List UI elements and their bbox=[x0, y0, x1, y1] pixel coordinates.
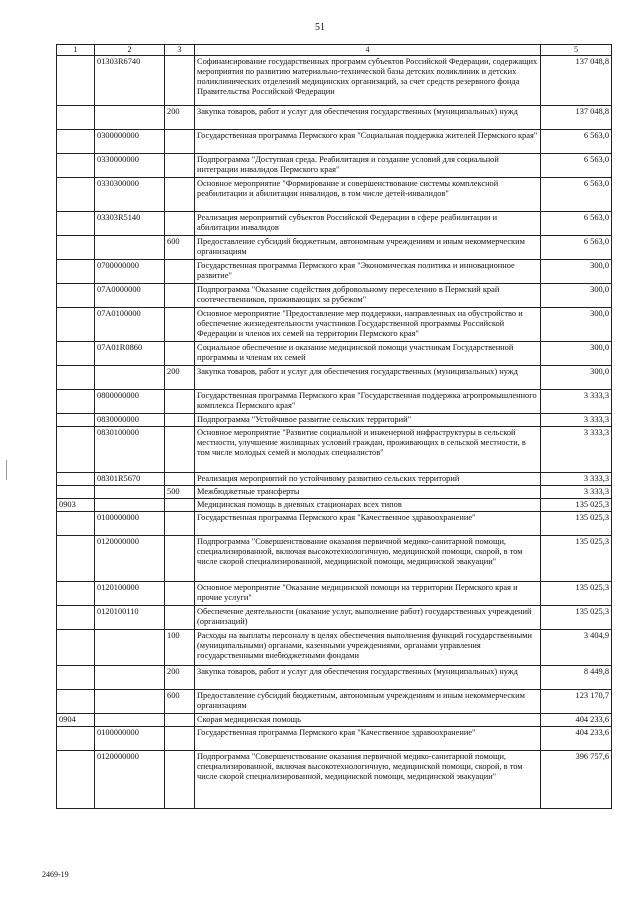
table-row bbox=[57, 713, 612, 726]
target-article-cell: 07А0100000 bbox=[95, 307, 165, 341]
description-cell: Закупка товаров, работ и услуг для обеспечения государственных (муниципальных) нужд bbox=[195, 105, 541, 129]
amount-cell: 3 333,3 bbox=[541, 389, 612, 413]
table-row bbox=[57, 485, 612, 498]
expense-type-cell: 600 bbox=[165, 689, 195, 713]
amount-cell: 135 025,3 bbox=[541, 605, 612, 629]
amount-cell: 3 333,3 bbox=[541, 485, 612, 498]
table-row bbox=[57, 426, 612, 472]
amount-cell: 6 563,0 bbox=[541, 211, 612, 235]
header-col-5: 5 bbox=[541, 45, 612, 56]
table-row bbox=[57, 581, 612, 605]
description-cell: Основное мероприятие "Предоставление мер поддержки, направленных на обустройство и обеспечение жизнедеятельности участников Государственной программы Российской Федерации и членов их семей на территории Пермского края" bbox=[195, 307, 541, 341]
header-col-3: 3 bbox=[165, 45, 195, 56]
target-article-cell: 0100000000 bbox=[95, 511, 165, 535]
target-article-cell: 03303R5140 bbox=[95, 211, 165, 235]
target-article-cell: 0100000000 bbox=[95, 726, 165, 750]
budget-table bbox=[56, 44, 612, 809]
section-code-cell bbox=[57, 105, 95, 129]
header-row bbox=[57, 45, 612, 56]
amount-cell: 3 333,3 bbox=[541, 413, 612, 426]
section-code-cell bbox=[57, 235, 95, 259]
section-code-cell bbox=[57, 153, 95, 177]
expense-type-cell: 500 bbox=[165, 485, 195, 498]
description-cell: Закупка товаров, работ и услуг для обеспечения государственных (муниципальных) нужд bbox=[195, 665, 541, 689]
description-cell: Предоставление субсидий бюджетным, автономным учреждениям и иным некоммерческим организациям bbox=[195, 689, 541, 713]
expense-type-cell bbox=[165, 177, 195, 211]
amount-cell: 396 757,6 bbox=[541, 750, 612, 808]
amount-cell: 300,0 bbox=[541, 259, 612, 283]
description-cell: Основное мероприятие "Оказание медицинской помощи на территории Пермского края и прочие услуги" bbox=[195, 581, 541, 605]
table-row bbox=[57, 177, 612, 211]
section-code-cell bbox=[57, 726, 95, 750]
table-row bbox=[57, 665, 612, 689]
section-code-cell bbox=[57, 55, 95, 105]
description-cell: Государственная программа Пермского края "Государственная поддержка агропромышленного комплекса Пермского края" bbox=[195, 389, 541, 413]
description-cell: Подпрограмма "Устойчивое развитие сельских территорий" bbox=[195, 413, 541, 426]
table-row bbox=[57, 726, 612, 750]
footer-code: 2469-19 bbox=[42, 870, 69, 879]
amount-cell: 137 048,8 bbox=[541, 105, 612, 129]
expense-type-cell bbox=[165, 581, 195, 605]
section-code-cell bbox=[57, 511, 95, 535]
table-row bbox=[57, 413, 612, 426]
target-article-cell: 0300000000 bbox=[95, 129, 165, 153]
table-row bbox=[57, 235, 612, 259]
target-article-cell: 0330300000 bbox=[95, 177, 165, 211]
section-code-cell bbox=[57, 307, 95, 341]
table-row bbox=[57, 307, 612, 341]
table-row bbox=[57, 283, 612, 307]
expense-type-cell bbox=[165, 413, 195, 426]
section-code-cell bbox=[57, 750, 95, 808]
target-article-cell bbox=[95, 105, 165, 129]
description-cell: Реализация мероприятий субъектов Российской Федерации в сфере реабилитации и абилитации инвалидов bbox=[195, 211, 541, 235]
amount-cell: 6 563,0 bbox=[541, 153, 612, 177]
amount-cell: 8 449,8 bbox=[541, 665, 612, 689]
table-row bbox=[57, 605, 612, 629]
expense-type-cell bbox=[165, 341, 195, 365]
amount-cell: 3 333,3 bbox=[541, 472, 612, 485]
amount-cell: 300,0 bbox=[541, 341, 612, 365]
description-cell: Основное мероприятие "Развитие социальной и инженерной инфраструктуры в сельской местности, улучшение жилищных условий граждан, проживающих в сельской местности, в том числе молодых семей и молодых специалистов" bbox=[195, 426, 541, 472]
description-cell: Медицинская помощь в дневных стационарах всех типов bbox=[195, 498, 541, 511]
section-code-cell bbox=[57, 365, 95, 389]
header-col-1: 1 bbox=[57, 45, 95, 56]
target-article-cell: 0800000000 bbox=[95, 389, 165, 413]
section-code-cell: 0904 bbox=[57, 713, 95, 726]
description-cell: Социальное обеспечение и оказание медицинской помощи участникам Государственной программы и членам их семей bbox=[195, 341, 541, 365]
amount-cell: 6 563,0 bbox=[541, 129, 612, 153]
margin-mark bbox=[6, 460, 7, 480]
description-cell: Обеспечение деятельности (оказание услуг, выполнение работ) государственных учреждений (организаций) bbox=[195, 605, 541, 629]
description-cell: Государственная программа Пермского края "Качественное здравоохранение" bbox=[195, 726, 541, 750]
target-article-cell: 0330000000 bbox=[95, 153, 165, 177]
expense-type-cell bbox=[165, 750, 195, 808]
description-cell: Реализация мероприятий по устойчивому развитию сельских территорий bbox=[195, 472, 541, 485]
target-article-cell bbox=[95, 235, 165, 259]
expense-type-cell bbox=[165, 498, 195, 511]
expense-type-cell bbox=[165, 726, 195, 750]
target-article-cell bbox=[95, 629, 165, 665]
section-code-cell bbox=[57, 129, 95, 153]
target-article-cell: 0120000000 bbox=[95, 535, 165, 581]
table-row bbox=[57, 498, 612, 511]
expense-type-cell bbox=[165, 211, 195, 235]
section-code-cell bbox=[57, 485, 95, 498]
amount-cell: 6 563,0 bbox=[541, 177, 612, 211]
section-code-cell: 0903 bbox=[57, 498, 95, 511]
target-article-cell bbox=[95, 498, 165, 511]
table-row bbox=[57, 55, 612, 105]
amount-cell: 137 048,8 bbox=[541, 55, 612, 105]
table-row bbox=[57, 629, 612, 665]
target-article-cell bbox=[95, 365, 165, 389]
description-cell: Подпрограмма "Доступная среда. Реабилитация и создание условий для социальной интеграции инвалидов Пермского края" bbox=[195, 153, 541, 177]
target-article-cell: 0120000000 bbox=[95, 750, 165, 808]
description-cell: Подпрограмма "Совершенствование оказания первичной медико-санитарной помощи, специализированной, включая высокотехнологичную, медицинской помощи, скорой, в том числе скорой специализированной, медицинской помощи, медицинской эвакуации" bbox=[195, 535, 541, 581]
target-article-cell: 07А0000000 bbox=[95, 283, 165, 307]
expense-type-cell bbox=[165, 283, 195, 307]
target-article-cell: 0830100000 bbox=[95, 426, 165, 472]
expense-type-cell: 200 bbox=[165, 365, 195, 389]
description-cell: Софинансирование государственных программ субъектов Российской Федерации, содержащих мероприятия по развитию материально-технической базы детских поликлиник и детских поликлинических отделений медицинских организаций, за счет средств резервного фонда Правительства Российской Федерации bbox=[195, 55, 541, 105]
expense-type-cell: 100 bbox=[165, 629, 195, 665]
description-cell: Предоставление субсидий бюджетным, автономным учреждениям и иным некоммерческим организациям bbox=[195, 235, 541, 259]
table-row bbox=[57, 389, 612, 413]
target-article-cell: 0830000000 bbox=[95, 413, 165, 426]
section-code-cell bbox=[57, 341, 95, 365]
target-article-cell: 07А01R0860 bbox=[95, 341, 165, 365]
expense-type-cell bbox=[165, 307, 195, 341]
expense-type-cell bbox=[165, 389, 195, 413]
expense-type-cell bbox=[165, 129, 195, 153]
expense-type-cell bbox=[165, 535, 195, 581]
table-row bbox=[57, 153, 612, 177]
section-code-cell bbox=[57, 211, 95, 235]
amount-cell: 404 233,6 bbox=[541, 726, 612, 750]
description-cell: Подпрограмма "Совершенствование оказания первичной медико-санитарной помощи, специализированной, включая высокотехнологичную, медицинской помощи, скорой, в том числе скорой специализированной, медицинской помощи, медицинской эвакуации" bbox=[195, 750, 541, 808]
table-row bbox=[57, 750, 612, 808]
section-code-cell bbox=[57, 413, 95, 426]
description-cell: Скорая медицинская помощь bbox=[195, 713, 541, 726]
target-article-cell bbox=[95, 713, 165, 726]
section-code-cell bbox=[57, 472, 95, 485]
expense-type-cell bbox=[165, 511, 195, 535]
page-number: 51 bbox=[315, 22, 325, 33]
expense-type-cell: 200 bbox=[165, 665, 195, 689]
expense-type-cell bbox=[165, 426, 195, 472]
section-code-cell bbox=[57, 581, 95, 605]
target-article-cell bbox=[95, 485, 165, 498]
header-col-2: 2 bbox=[95, 45, 165, 56]
amount-cell: 3 404,9 bbox=[541, 629, 612, 665]
description-cell: Основное мероприятие "Формирование и совершенствование системы комплексной реабилитации и абилитации инвалидов, в том числе детей-инвалидов" bbox=[195, 177, 541, 211]
description-cell: Государственная программа Пермского края "Социальная поддержка жителей Пермского края" bbox=[195, 129, 541, 153]
description-cell: Межбюджетные трансферты bbox=[195, 485, 541, 498]
section-code-cell bbox=[57, 535, 95, 581]
target-article-cell: 0120100110 bbox=[95, 605, 165, 629]
table-row bbox=[57, 211, 612, 235]
expense-type-cell bbox=[165, 153, 195, 177]
description-cell: Государственная программа Пермского края "Экономическая политика и инновационное развитие" bbox=[195, 259, 541, 283]
target-article-cell: 08301R5670 bbox=[95, 472, 165, 485]
table-row bbox=[57, 511, 612, 535]
amount-cell: 404 233,6 bbox=[541, 713, 612, 726]
expense-type-cell bbox=[165, 55, 195, 105]
description-cell: Закупка товаров, работ и услуг для обеспечения государственных (муниципальных) нужд bbox=[195, 365, 541, 389]
table-row bbox=[57, 689, 612, 713]
expense-type-cell bbox=[165, 259, 195, 283]
target-article-cell: 0700000000 bbox=[95, 259, 165, 283]
table-row bbox=[57, 365, 612, 389]
amount-cell: 135 025,3 bbox=[541, 511, 612, 535]
section-code-cell bbox=[57, 665, 95, 689]
section-code-cell bbox=[57, 605, 95, 629]
header-col-4: 4 bbox=[195, 45, 541, 56]
amount-cell: 6 563,0 bbox=[541, 235, 612, 259]
table-row bbox=[57, 535, 612, 581]
section-code-cell bbox=[57, 426, 95, 472]
description-cell: Расходы на выплаты персоналу в целях обеспечения выполнения функций государственными (муниципальными) органами, казенными учреждениями, органами управления государственными внебюджетными фондами bbox=[195, 629, 541, 665]
table-row bbox=[57, 259, 612, 283]
table-body bbox=[57, 55, 612, 808]
amount-cell: 300,0 bbox=[541, 283, 612, 307]
amount-cell: 135 025,3 bbox=[541, 498, 612, 511]
target-article-cell bbox=[95, 689, 165, 713]
section-code-cell bbox=[57, 283, 95, 307]
description-cell: Подпрограмма "Оказание содействия добровольному переселению в Пермский край соотечественников, проживающих за рубежом" bbox=[195, 283, 541, 307]
target-article-cell: 0120100000 bbox=[95, 581, 165, 605]
section-code-cell bbox=[57, 389, 95, 413]
section-code-cell bbox=[57, 177, 95, 211]
target-article-cell: 01303R6740 bbox=[95, 55, 165, 105]
amount-cell: 300,0 bbox=[541, 365, 612, 389]
expense-type-cell: 600 bbox=[165, 235, 195, 259]
section-code-cell bbox=[57, 629, 95, 665]
section-code-cell bbox=[57, 689, 95, 713]
table-row bbox=[57, 129, 612, 153]
amount-cell: 3 333,3 bbox=[541, 426, 612, 472]
table-row bbox=[57, 341, 612, 365]
amount-cell: 135 025,3 bbox=[541, 535, 612, 581]
description-cell: Государственная программа Пермского края "Качественное здравоохранение" bbox=[195, 511, 541, 535]
expense-type-cell: 200 bbox=[165, 105, 195, 129]
expense-type-cell bbox=[165, 713, 195, 726]
expense-type-cell bbox=[165, 605, 195, 629]
table-row bbox=[57, 105, 612, 129]
expense-type-cell bbox=[165, 472, 195, 485]
amount-cell: 123 170,7 bbox=[541, 689, 612, 713]
table-row bbox=[57, 472, 612, 485]
amount-cell: 300,0 bbox=[541, 307, 612, 341]
section-code-cell bbox=[57, 259, 95, 283]
target-article-cell bbox=[95, 665, 165, 689]
amount-cell: 135 025,3 bbox=[541, 581, 612, 605]
